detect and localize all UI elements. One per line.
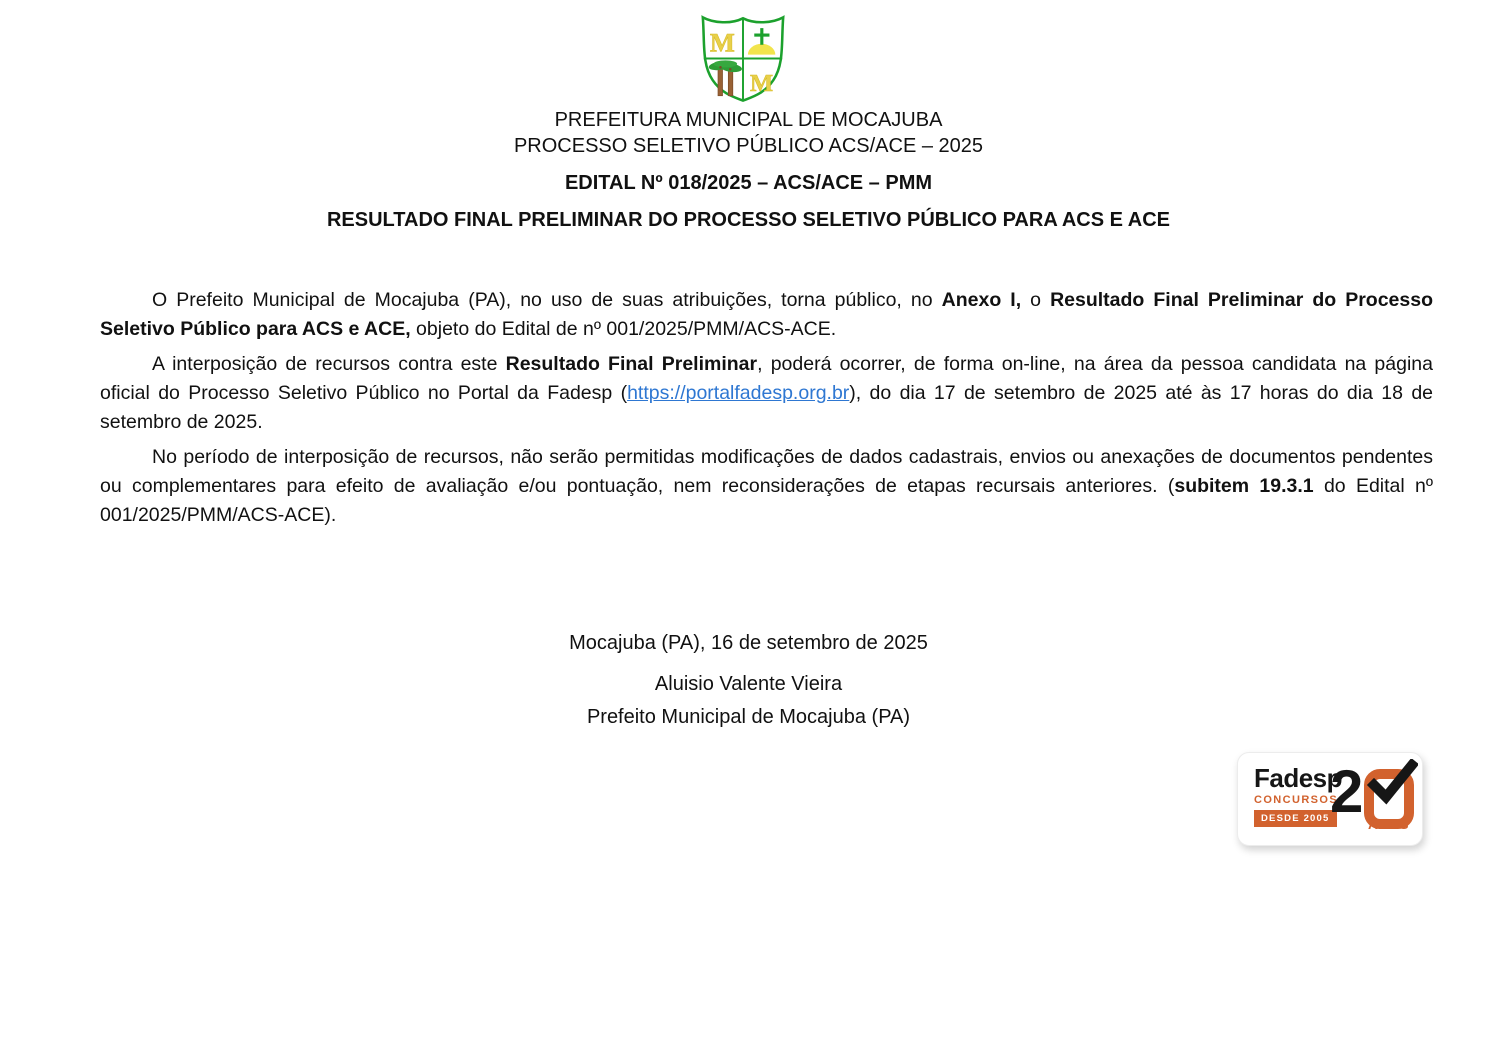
text-run-bold: Resultado Final Preliminar do Processo Seletivo Público para ACS e ACE,	[100, 289, 1433, 340]
crest-cross-icon	[754, 34, 769, 37]
text-run: ), do dia 17 de setembro de 2025 até às 17 horas do dia 18 de setembro de 2025.	[100, 382, 1434, 433]
fadesp-since-tag: DESDE 2005	[1254, 810, 1337, 827]
paragraph-2	[100, 350, 1433, 437]
text-run: , poderá ocorrer, de forma on-line, na área da pessoa candidata na página oficial do Processo Seletivo Público no Portal da Fadesp (	[100, 353, 1433, 404]
text-run: objeto do Edital de nº 001/2025/PMM/ACS-ACE.	[410, 318, 837, 340]
text-run: do Edital nº 001/2025/PMM/ACS-ACE).	[100, 475, 1433, 526]
header-edital-number: EDITAL Nº 018/2025 – ACS/ACE – PMM	[564, 172, 933, 194]
text-run: O Prefeito Municipal de Mocajuba (PA), no uso de suas atribuições, torna público, no	[152, 289, 942, 311]
text-run-bold: Anexo I,	[941, 289, 1022, 311]
paragraph-3	[100, 443, 1433, 530]
text-run-bold: subitem 19.3.1	[1174, 475, 1314, 497]
header-org-line2: PROCESSO SELETIVO PÚBLICO ACS/ACE – 2025	[513, 135, 984, 157]
mocajuba-crest-logo	[694, 13, 792, 104]
digit-two: 2	[1330, 758, 1364, 825]
text-run: o	[1021, 289, 1051, 311]
fadesp-badge	[1237, 752, 1423, 846]
crest-letter-m-topleft: M	[709, 27, 735, 58]
signature-name: Aluisio Valente Vieira	[654, 673, 843, 695]
paragraph-1	[100, 286, 1433, 344]
signature-date-line: Mocajuba (PA), 16 de setembro de 2025	[569, 632, 928, 654]
fadesp-anos-text: ANOS	[1368, 817, 1410, 832]
signature-role: Prefeito Municipal de Mocajuba (PA)	[586, 706, 911, 728]
checkmark-icon	[1366, 759, 1418, 805]
text-run: A interposição de recursos contra este	[152, 353, 506, 375]
text-run: No período de interposição de recursos, não serão permitidas modificações de dados cadastrais, envios ou anexações de documentos pendentes ou complementares para efeito de avaliação e/ou pontuação, nem reconsiderações de etapas recursais anteriores. (	[100, 446, 1433, 497]
fadesp-concursos-text: CONCURSOS	[1254, 794, 1339, 806]
header-org-line1: PREFEITURA MUNICIPAL DE MOCAJUBA	[554, 109, 943, 131]
portal-fadesp-link[interactable]: https://portalfadesp.org.br	[627, 382, 850, 404]
fadesp-brand-text: Fadesp	[1254, 763, 1343, 793]
crest-letter-m-bottomright: M	[750, 69, 774, 97]
document-body	[100, 286, 1433, 536]
page-title: RESULTADO FINAL PRELIMINAR DO PROCESSO SELETIVO PÚBLICO PARA ACS E ACE	[326, 209, 1171, 231]
text-run-bold: Resultado Final Preliminar	[505, 353, 758, 375]
